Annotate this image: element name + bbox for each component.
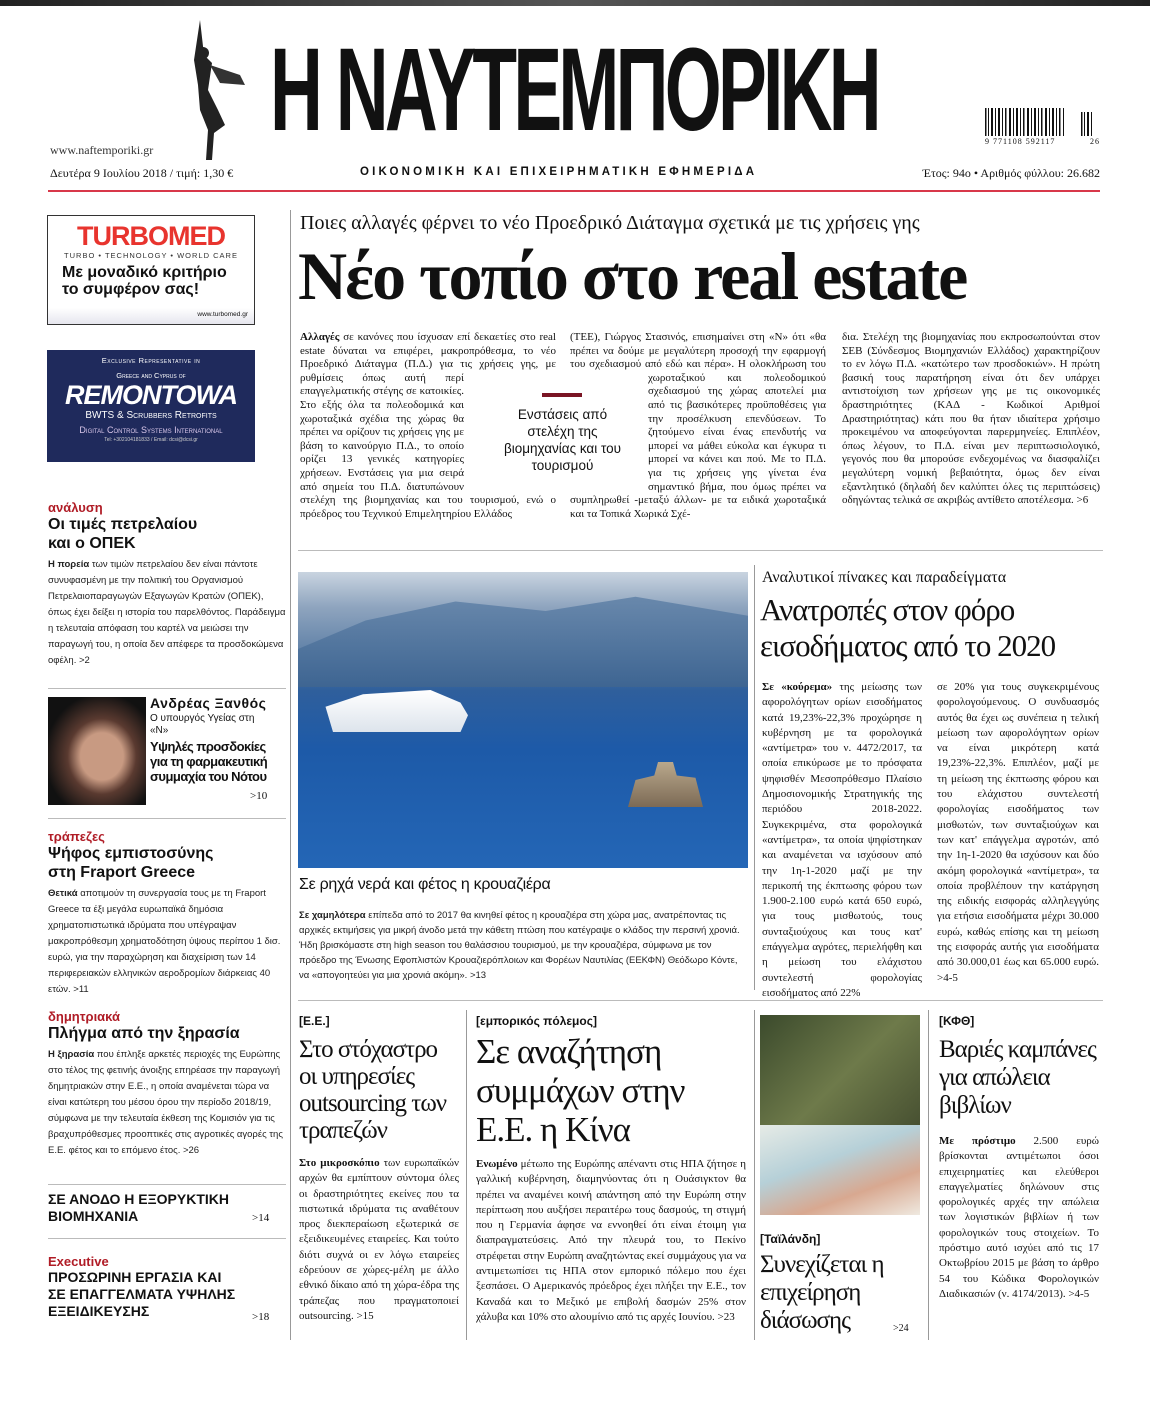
cruise-headline[interactable]: Σε ρηχά νερά και φέτος η κρουαζιέρα [299, 876, 551, 893]
tax-divider [754, 565, 755, 990]
headline: Βαριές καμπάνες για απώλεια βιβλίων [939, 1036, 1096, 1119]
interviewee-name: Ανδρέας Ξανθός [150, 695, 267, 711]
remontowa-line3: BWTS & Scrubbers Retrofits [85, 410, 217, 421]
story-mining[interactable] [48, 1191, 278, 1225]
headline: Σε αναζήτηση συμμάχων στην Ε.Ε. η Κίνα [476, 1032, 685, 1149]
divider [48, 1184, 286, 1185]
cruise-body [299, 908, 744, 983]
pullquote: Ενστάσεις από στελέχη της βιομηχανίας και του τουρισμού [503, 407, 622, 473]
turbomed-slogan: Με μοναδικό κριτήριο το συμφέρον σας! [62, 264, 227, 298]
website-url[interactable]: www.naftemporiki.gr [50, 143, 154, 157]
turbomed-ad[interactable] [47, 215, 255, 325]
left-column-divider [290, 210, 291, 1340]
thailand-divider [928, 1010, 929, 1340]
lead-in: Σε χαμηλότερα [299, 910, 366, 921]
headline: Υψηλές προσδοκίες για τη φαρμακευτική συμμαχία του Νότου [150, 739, 268, 784]
cruise-photo [298, 572, 748, 868]
lead-in: Με πρόστιμο [939, 1135, 1016, 1147]
thai-rescue-photo [760, 1015, 920, 1215]
section-tag: [Ε.Ε.] [299, 1014, 330, 1028]
page-ref: >14 [252, 1212, 270, 1224]
page-ref: >24 [893, 1323, 909, 1334]
tax-body-2: σε 20% για τους συγκεκριμένους φορολογούμενους. Ο συνδυασμός αυτός θα έχει ως συνέπεια η τελική μείωση των αφορολόγητων ορίων να είναι μικρότερη κατά 19,23%-22,3%. Επιπλέον, μαζί με τη μείωση της έκπτωσης φόρου και του ελάχιστου συντελεστή φορολογίας εισοδήματος των μισθωτών, των συνταξιούχων και των κατ' επάγγελμα αγροτών, από την 1η-1-2020 θα ισχύσουν και δύο ακόμη φορολογικά «αντίμετρα», τα οποία προβλέπουν την κατάργηση της ειδικής εισφοράς αλληλεγγύης για ετήσια εισοδήματα μέχρι 30.000 ευρώ, καθώς επίσης και τη μείωση της εισφοράς αυτής για εισοδήματα από 30.000,01 έως και 65.000 ευρώ. >4-5 [937, 681, 1099, 984]
story-xanthos-interview[interactable] [150, 694, 275, 784]
story-executive[interactable] [48, 1254, 278, 1320]
lead-kicker: Ποιες αλλαγές φέρνει το νέο Προεδρικό Διάταγμα σχετικά με τις χρήσεις γης [300, 212, 920, 234]
lead-in: Η ξηρασία [48, 1049, 95, 1060]
story-body: 2.500 ευρώ βρίσκονται αντιμέτωποι όσοι επιχειρηματίες και ελεύθεροι επαγγελματίες δηλώνουν στις φορολογικές αρχές την απώλεια των λογιστικών βιβλίων ή των φορολογικών τους στοιχείων. Το πρόστιμο αυτό ισχύει από τις 17 Οκτωβρίου 2015 με βάση το άρθρο 54 του Κώδικα Φορολογικών Διαδικασιών (ν. 4174/2013). >4-5 [939, 1135, 1100, 1300]
turbomed-brand: TURBOMED [77, 221, 225, 251]
kicker: τράπεζες [48, 829, 105, 844]
tax-kicker: Αναλυτικοί πίνακες και παραδείγματα [762, 569, 1007, 586]
tagline: ΟΙΚΟΝΟΜΙΚΗ ΚΑΙ ΕΠΙΧΕΙΡΗΜΑΤΙΚΗ ΕΦΗΜΕΡΙΔΑ [360, 166, 758, 178]
issue-info: Έτος: 94ο • Αριθμός φύλλου: 26.682 [922, 166, 1100, 180]
barcode-addon: 26 [1090, 137, 1100, 146]
tax-col-1 [762, 680, 922, 1001]
xanthos-photo [48, 697, 146, 805]
section-tag: [ΚΦΘ] [939, 1014, 975, 1028]
story-trade-war[interactable] [476, 1014, 746, 1325]
tax-headline[interactable]: Ανατροπές στον φόρο εισοδήματος από το 2020 [760, 592, 1056, 663]
lead-divider [298, 550, 1103, 551]
headline: Οι τιμές πετρελαίου και ο ΟΠΕΚ [48, 516, 198, 552]
story-oil-opec[interactable] [48, 500, 286, 669]
cruise-ship [318, 690, 468, 732]
remontowa-ad[interactable] [47, 350, 255, 462]
bourtzi-fortress [628, 762, 703, 807]
bottom-row-divider [298, 1000, 1103, 1001]
lead-in: Η πορεία [48, 559, 90, 570]
section-tag: [εμπορικός πόλεμος] [476, 1014, 597, 1028]
lead-in: Ενωμένο [476, 1158, 518, 1170]
remontowa-line2: Greece and Cyprus of [116, 371, 186, 380]
story-thailand[interactable] [760, 1232, 925, 1335]
story-fraport[interactable] [48, 829, 286, 998]
newspaper-masthead[interactable]: Η ΝΑΥΤΕΜΠΟΡΙΚΗ [270, 24, 878, 156]
trade-divider [754, 1010, 755, 1340]
headline: Ψήφος εμπιστοσύνης στη Fraport Greece [48, 845, 214, 881]
remontowa-line4: Digital Control Systems International [79, 425, 223, 435]
lead-in: Στο μικροσκόπιο [299, 1157, 380, 1169]
hermes-logo-icon [170, 15, 250, 165]
interviewee-role: Ο υπουργός Υγείας στη «Ν» [150, 713, 255, 736]
turbomed-url: www.turbomed.gr [197, 311, 248, 318]
pullquote-bar [542, 393, 582, 397]
story-body: των ευρωπαϊκών αρχών θα εμπίπτουν σύντομα όλες οι δραστηριότητες εκείνες που τα πιστωτικά ιδρύματα τις αναθέτουν προς διεκπεραίωση εξωτερικά σε εξειδικευμένες εταιρείες. Και τούτο διότι συχνά οι εν λόγω εταιρείες εδρεύουν σε χώρες-μέλη με άλλο εθνικό δίκαιο από τη χώρα-έδρα της τράπεζας που πραγματοποιεί outsourcing. >15 [299, 1157, 459, 1322]
page-top-edge [0, 0, 1150, 6]
turbomed-sub: TURBO • TECHNOLOGY • WORLD CARE [64, 251, 238, 260]
kicker: Executive [48, 1254, 109, 1269]
lead-headline[interactable]: Νέο τοπίο στο real estate [298, 238, 967, 314]
headline: Συνεχίζεται η επιχείρηση διάσωσης [760, 1251, 884, 1334]
tax-col-2 [937, 680, 1099, 986]
headline: Πλήγμα από την ξηρασία [48, 1025, 240, 1042]
story-kfo-books[interactable] [939, 1014, 1099, 1302]
story-body: επίπεδα από το 2017 θα κινηθεί φέτος η κρουαζιέρα στη χώρα μας, ανατρέποντας τις αρχικές εκτιμήσεις για μικρή άνοδο μετά την κάθετη πτώση που κατέγραψε ο κλάδος την περσινή χρονιά. Ήδη βρισκόμαστε στη high season του θαλάσσιου τουρισμού, με την κρουαζιέρα, σύμφωνα με τον πρόεδρο της Ένωσης Εφοπλιστών Κρουαζιερόπλοιων και Φορέων Ναυτιλίας (ΕΕΚΦΝ) Θεόδωρο Κόντε, να «απογοητεύει για μια χρονιά ακόμη». >13 [299, 910, 740, 981]
map-on-table [760, 1125, 920, 1215]
divider [48, 818, 286, 819]
story-body: των τιμών πετρελαίου δεν είναι πάντοτε συνυφασμένη με την πολιτική του Οργανισμού Πετρελαιοπαραγωγών Εξαγωγών Κρατών (ΟΠΕΚ), όπως έχει δείξει η ιστορία του παρελθόντος. Παράδειγμα η τελευταία απόφαση του καρτέλ να μειώσει την παραγωγή του, η οποία δεν απέφερε τα προσδοκώμενα οφέλη. >2 [48, 559, 286, 666]
page-ref: >10 [250, 790, 268, 802]
headline: ΣΕ ΑΝΟΔΟ Η ΕΞΟΡΥΚΤΙΚΗ ΒΙΟΜΗΧΑΝΙΑ [48, 1191, 229, 1224]
lead-in: Σε «κούρεμα» [762, 681, 833, 693]
story-body: που έπληξε αρκετές περιοχές της Ευρώπης στο τέλος της φετινής άνοιξης επηρέασε την παραγωγή δημητριακών στην Ε.Ε., η οποία αναμένεται τώρα να είναι κατώτερη του μέσου όρου την περίοδο 2018/19, σύμφωνα με την τελευταία έκθεση της Κομισιόν για τις βραχυπρόθεσμες προοπτικές στις αγροτικές αγορές της Ε.Ε. φέτος και το επόμενο έτος. >26 [48, 1049, 283, 1156]
story-drought[interactable] [48, 1009, 286, 1159]
remontowa-brand: REMONTOWA [65, 380, 237, 410]
story-eu-outsourcing[interactable] [299, 1014, 459, 1324]
headline: Στο στόχαστρο οι υπηρεσίες outsourcing των τραπεζών [299, 1036, 447, 1144]
remontowa-line1: Exclusive Representative in [101, 356, 201, 365]
lead-in: Θετικά [48, 888, 78, 899]
tax-body-1: της μείωσης των αφορολόγητων ορίων εισοδήματος κατά 19,23%-22,3% προχώρησε η κυβέρνηση με τα φορολογικά «αντίμετρα» του ν. 4472/2017, τα οποία επικύρωσε με το πρόσφατα ψηφισθέν Μεσοπρόθεσμο Πλαίσιο Δημοσιονομικής Στρατηγικής της περιόδου 2018-2022. Συγκεκριμένα, στα φορολογικά «αντίμετρα», τα οποία ψηφίστηκαν και αναμένεται να ισχύσουν από την 1η-1-2020 μαζί με την περικοπή της έκπτωσης φόρου των 1.900-2.100 ευρώ κατά 650 ευρώ, για τους μισθωτούς, τους συνταξιούχους και τους κατ' επάγγελμα αγρότες, περιελήφθη και η μείωση του ελάχιστου συντελεστή φορολογίας εισοδήματος από 22% [762, 681, 923, 999]
mountains [298, 592, 748, 687]
barcode-number: 9 771108 592117 [985, 137, 1056, 146]
remontowa-contact: Tel: +302104181833 / Email: dcsi@dcsi.gr [104, 437, 198, 443]
kicker: δημητριακά [48, 1009, 120, 1024]
divider [48, 1238, 286, 1239]
eu-divider [466, 1010, 467, 1340]
headline: ΠΡΟΣΩΡΙΝΗ ΕΡΓΑΣΙΑ ΚΑΙ ΣΕ ΕΠΑΓΓΕΛΜΑΤΑ ΥΨΗΛΗΣ ΕΞΕΙΔΙΚΕΥΣΗΣ [48, 1269, 236, 1319]
lead-body-3: δια. Στελέχη της βιομηχανίας που εκπροσωπούνται στον ΣΕΒ (Σύνδεσμος Βιομηχανιών Ελλάδος) χαρακτηρίζουν το εν λόγω Π.Δ. «κατώτερο των προσδοκιών». Η πρώτη βασική τους παρατήρηση είναι ότι δεν υπάρχει αντιστοίχιση των χρήσεων γης με τις οικονομικές δραστηριότητες (ΚΑΔ - Κωδικοί Αριθμοί Δραστηριότητας) κάτι που θα ήταν ιδιαίτερα χρήσιμο προκειμένου να αποφεύγονται παρερμηνείες. Επιπλέον, όπως λέγουν, το Π.Δ. είναι μεν περιπτωσιολογικό, γεγονός που θα μπορούσε ενδεχομένως να διασφαλίζει μεγαλύτερη νομική βεβαιότητα, όμως δεν είναι εξαντλητικό (δηλαδή δεν καλύπτει όλες τις περιπτώσεις) οδηγώντας τελικά σε ακριβώς αντίθετο αποτέλεσμα. >6 [842, 331, 1100, 507]
story-body: μέτωπο της Ευρώπης απέναντι στις ΗΠΑ ζήτησε η γαλλική κυβέρνηση, διαμηνύοντας ότι η Ουάσιγκτον θα πρέπει να αναμένει κοινή απάντηση από την Ευρώπη στην περίπτωση που αυξήσει περαιτέρω τους δασμούς, τη στιγμή που η Γερμανία άφησε να εννοηθεί ότι είναι έτοιμη για διαπραγματεύσεις. Από την πλευρά του, το Πεκίνο στρέφεται στην Ευρώπη αναζητώντας εκεί συμμάχους για να αντιμετωπίσει τις ΗΠΑ στον εμπορικό πόλεμο που έχει ξεσπάσει. Ο Αμερικανός πρόεδρος έχει πλήξει την Ε.Ε., τον Καναδά και το Μεξικό με επιβολή δασμών 25% στον χάλυβα και 10% στο αλουμίνιο από τις αρχές Ιουνίου. >23 [476, 1158, 746, 1323]
lead-body-2: (ΤΕΕ), Γιώργος Στασινός, επισημαίνει στη «Ν» ότι «θα πρέπει να δούμε με μεγαλύτερη προσοχή την εφαρμογή του σχεδιασμού από εδώ και πέρα». Η ολοκλήρωση του χωροταξικού και πολεοδομικού σχεδιασμού της χώρας αποτελεί μια από τις βασικότερες προϋποθέσεις για την προσέλκυση επενδύσεων. Το ζητούμενο είναι ένας επενδυτής να μπορεί να μάθει εύκολα και έγκυρα τι μπορεί να κάνει και πού. Με το Π.Δ. για τις χρήσεις γης γίνεται ένα σημαντικό βήμα, που όμως πρέπει να συμπληρωθεί -μεταξύ άλλων- με τα ειδικά χωροταξικά και τα Τοπικά Χωρικά Σχέ- [570, 331, 826, 520]
kicker: ανάλυση [48, 500, 103, 515]
lead-body-1: σε κανόνες που ίσχυσαν επί δεκαετίες στο real estate δύναται να επιφέρει, μακροπρόθεσμα, το νέο Προεδρικό Διάταγμα (Π.Δ.) για τις χρήσεις γης, με ρυθμίσεις όπως αυτή περί επαγγελματικής στέγης σε κατοικίες. Στο εξής όλα τα πολεοδομικά και χωροταξικά σχέδια της χώρας θα πρέπει να ορίζουν τις χρήσεις γης με βάση το καινούργιο Π.Δ., το οποίο ορίζει 13 γενικές κατηγορίες χρήσεων. Ενστάσεις για μια σειρά από σημεία του Π.Δ. διατυπώνουν στελέχη της βιομηχανίας και του τουρισμού, ενώ ο πρόεδρος του Τεχνικού Επιμελητηρίου Ελλάδος [300, 331, 556, 520]
story-body: αποτιμούν τη συνεργασία τους με τη Fraport Greece τα έξι μεγάλα ευρωπαϊκά δημόσια χρηματοπιστωτικά ιδρύματα που υπέγραψαν μακροπρόθεσμη χρηματοδότηση ύψους περίπου 1 δισ. ευρώ, για την παραχώρηση και διαχείριση των 14 περιφερειακών ελληνικών αεροδρομίων διάρκειας 40 ετών. >11 [48, 888, 281, 995]
date-price: Δευτέρα 9 Ιουλίου 2018 / τιμή: 1,30 € [50, 166, 234, 180]
divider [48, 688, 286, 689]
masthead-divider [48, 190, 1100, 192]
page-ref: >18 [252, 1311, 270, 1323]
section-tag: [Ταϊλάνδη] [760, 1232, 821, 1246]
lead-col-3 [842, 331, 1100, 508]
lead-in: Αλλαγές [300, 331, 340, 343]
